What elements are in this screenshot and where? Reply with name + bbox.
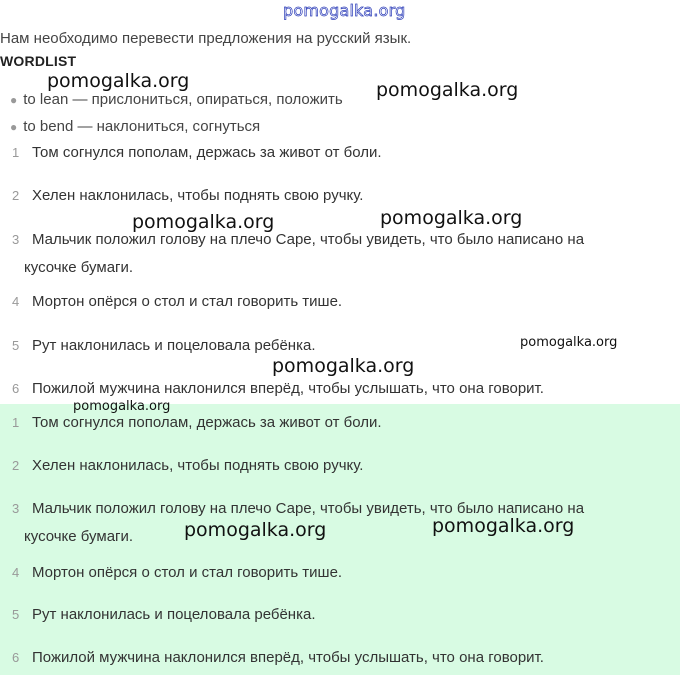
answer-item: 4 Мортон опёрся о стол и стал говорить тише. (12, 564, 343, 581)
watermark: pomogalka.org (132, 211, 275, 233)
wordlist-heading: WORDLIST (0, 53, 77, 69)
sentence-item: 6 Пожилой мужчина наклонился вперёд, чтобы услышать, что она говорит. (12, 380, 544, 397)
watermark: pomogalka.org (272, 355, 415, 377)
intro-text: Нам необходимо перевести предложения на русский язык. (0, 30, 412, 47)
watermark: pomogalka.org (376, 79, 519, 101)
watermark: pomogalka.org (73, 399, 171, 414)
watermark: pomogalka.org (520, 335, 618, 350)
wordlist-item: ● to bend — наклониться, согнуться (10, 118, 261, 135)
sentence-item: 5 Рут наклонилась и поцеловала ребёнка. (12, 337, 316, 354)
answer-item: 5 Рут наклонилась и поцеловала ребёнка. (12, 606, 316, 623)
bullet-icon: ● (10, 93, 18, 107)
answer-item: 2 Хелен наклонилась, чтобы поднять свою ручку. (12, 457, 364, 474)
answer-item: 1 Том согнулся пополам, держась за живот от боли. (12, 414, 382, 431)
site-logo: pomogalka.org (283, 1, 406, 20)
sentence-item: 1 Том согнулся пополам, держась за живот от боли. (12, 144, 382, 161)
sentence-item: 4 Мортон опёрся о стол и стал говорить тише. (12, 293, 343, 310)
wordlist-item: ● to lean — прислониться, опираться, положить (10, 91, 343, 108)
watermark: pomogalka.org (47, 70, 190, 92)
watermark: pomogalka.org (380, 207, 523, 229)
sentence-item: 2 Хелен наклонилась, чтобы поднять свою ручку. (12, 187, 364, 204)
watermark: pomogalka.org (432, 515, 575, 537)
sentence-item: 3 Мальчик положил голову на плечо Саре, чтобы увидеть, что было написано на кусочке бумаги. (12, 231, 585, 276)
answer-item: 6 Пожилой мужчина наклонился вперёд, чтобы услышать, что она говорит. (12, 649, 544, 666)
answer-item: 3 Мальчик положил голову на плечо Саре, чтобы увидеть, что было написано на кусочке бумаги. (12, 500, 585, 545)
bullet-icon: ● (10, 120, 18, 134)
watermark: pomogalka.org (184, 519, 327, 541)
